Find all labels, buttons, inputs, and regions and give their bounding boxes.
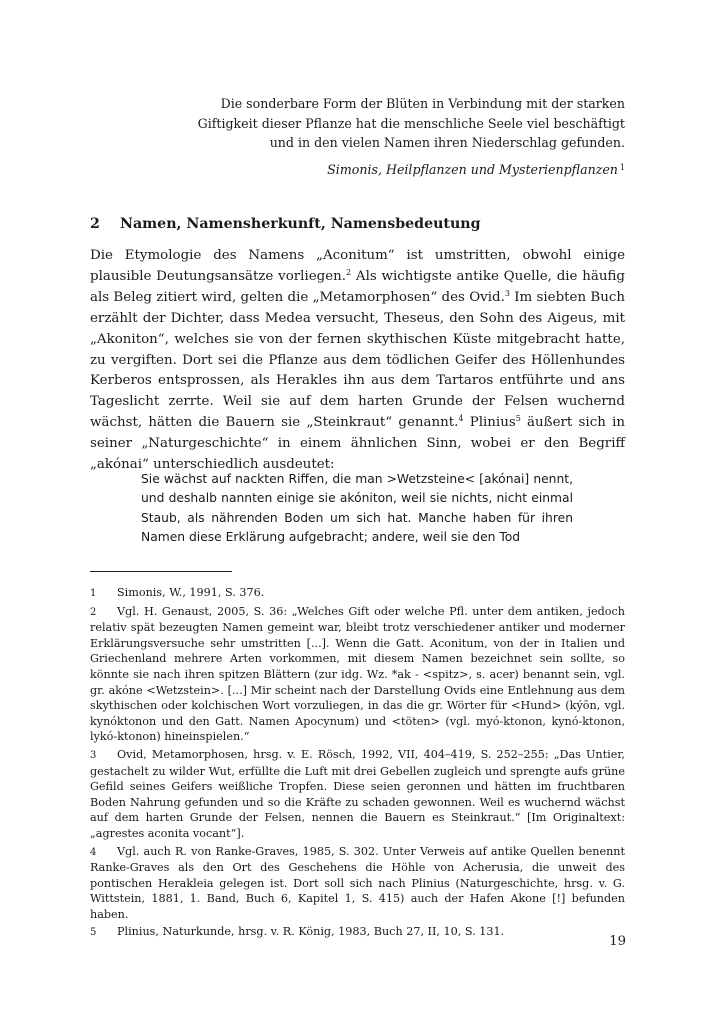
body-paragraph bbox=[90, 246, 625, 476]
paragraph-text: Plinius bbox=[463, 415, 516, 431]
footnote bbox=[90, 585, 625, 602]
epigraph bbox=[120, 94, 625, 179]
footnote bbox=[90, 604, 625, 745]
section-title: Namen, Namensherkunft, Namensbedeutung bbox=[120, 216, 481, 232]
epigraph-source-title: Simonis, Heilpflanzen und Mysterienpflanzen bbox=[327, 161, 618, 177]
footnote-number: 2 bbox=[90, 606, 97, 618]
footnote-number: 4 bbox=[90, 846, 97, 858]
paragraph-text: äußert sich in seiner „Naturgeschichte“ in einem ähnlichen Sinn, wobei er den Begriff „akónai“ unterschiedlich ausdeutet: bbox=[90, 415, 625, 473]
footnote bbox=[90, 844, 625, 923]
footnote-number: 5 bbox=[90, 927, 97, 939]
section-number: 2 bbox=[90, 216, 100, 232]
block-quote: Sie wächst auf nackten Riffen, die man >Wetzsteine< [akónai] nennt, und deshalb nannten einige sie akóniton, weil sie nichts, nicht einmal Staub, als nährenden Boden um sich hat. Manche haben für ihren Namen diese Erklärung aufgebracht; andere, weil sie den Tod bbox=[141, 472, 573, 544]
paragraph-text: Als wichtigste antike Quelle, die häufig als Beleg zitiert wird, gelten die „Metamorphosen“ des Ovid. bbox=[90, 268, 625, 305]
footnote-ref: 5 bbox=[515, 414, 521, 424]
footnote-text: Ovid, Metamorphosen, hrsg. v. E. Rösch, 1992, VII, 404–419, S. 252–255: „Das Untier, gestachelt zu wilder Wut, erfüllte die Luft mit drei Gebellen zugleich und sprengte aufs grüne Gefild seines Geifers weißliche Tropfen. Diese seien geronnen und hätten im fruchtbaren Boden Nahrung gefunden und so die Kräfte zu schaden gewonnen. Weil es wuchernd wächst auf dem harten Grunde der Felsen, nennen die Bauern es Steinkraut.“ [Im Originaltext: „agrestes aconita vocant“]. bbox=[90, 747, 625, 840]
footnote-separator bbox=[90, 571, 232, 572]
footnote bbox=[90, 924, 625, 941]
footnote-text: Plinius, Naturkunde, hrsg. v. R. König, 1983, Buch 27, II, 10, S. 131. bbox=[117, 925, 505, 939]
footnote-number: 1 bbox=[90, 588, 97, 599]
paragraph-text: Die Etymologie des Namens „Aconitum“ ist umstritten, obwohl einige plausible Deutungsansätze vorliegen. bbox=[90, 248, 625, 284]
epigraph-line: Giftigkeit dieser Pflanze hat die menschliche Seele viel beschäftigt bbox=[197, 115, 625, 131]
epigraph-source bbox=[120, 160, 625, 180]
footnote-text: Vgl. auch R. von Ranke-Graves, 1985, S. 302. Unter Verweis auf antike Quellen benennt Ranke-Graves als den Ort des Geschehens die Höhle von Acherusia, die unweit des pontischen Herakleia gelegen ist. Dort soll sich nach Plinius (Naturgeschichte, hrsg. v. G. Wittstein, 1881, 1. Band, Buch 6, Kapitel 1, S. 415) auch der Hafen Akone [!] befunden haben. bbox=[90, 844, 625, 921]
footnote-text: Simonis, W., 1991, S. 376. bbox=[117, 586, 265, 599]
paragraph-text: Im siebten Buch erzählt der Dichter, dass Medea versucht, Theseus, den Sohn des Aigeus, mit „Akoniton“, welches sie von der fernen skythischen Küste mitgebracht hatte, zu vergiften. Dort sei die Pflanze aus dem tödlichen Geifer des Höllenhundes Kerberos entsprossen, als Herakles ihn aus dem Tartaros entführte und ans Tageslicht zerrte. Weil sie auf dem harten Grunde der Felsen wuchernd wächst, hätten die Bauern sie „Steinkraut“ genannt. bbox=[90, 289, 625, 431]
footnote-number: 3 bbox=[90, 749, 97, 761]
epigraph-line: Die sonderbare Form der Blüten in Verbindung mit der starken bbox=[220, 96, 625, 111]
footnotes bbox=[90, 585, 625, 943]
footnote-ref: 2 bbox=[346, 267, 352, 277]
footnote-ref: 3 bbox=[504, 288, 510, 298]
footnote-text: Vgl. H. Genaust, 2005, S. 36: „Welches Gift oder welche Pfl. unter dem antiken, jedoch relativ spät bezeugten Namen gemeint war, bleibt trotz verschiedener antiker und moderner Erklärungsversuche sehr umstritten [...]. Wenn die Gatt. Aconitum, von der in Italien und Griechenland mehrere Arten vorkommen, mit diesem Namen bezeichnet sein sollte, so könnte sie nach ihren spitzen Blättern (zur idg. Wz. *ak - <spitz>, s. acer) benannt sein, vgl. gr. akóne <Wetzstein>. [...] Mir scheint nach der Darstellung Ovids eine Entlehnung aus dem skythischen oder kolchischen Wort vorzuliegen, in das die gr. Wörter für <Hund> (kýōn, vgl. kynóktonon und den Gatt. Namen Apocynum) und <töten> (vgl. myó-ktonon, kynó-ktonon, lykó-ktonon) hineinspielen.“ bbox=[90, 604, 625, 744]
epigraph-line: und in den vielen Namen ihren Niederschlag gefunden. bbox=[269, 135, 625, 150]
footnote bbox=[90, 747, 625, 842]
page-number: 19 bbox=[609, 934, 626, 949]
footnote-ref: 4 bbox=[458, 414, 464, 424]
section-heading bbox=[90, 214, 630, 234]
footnote-ref: 1 bbox=[619, 162, 625, 172]
